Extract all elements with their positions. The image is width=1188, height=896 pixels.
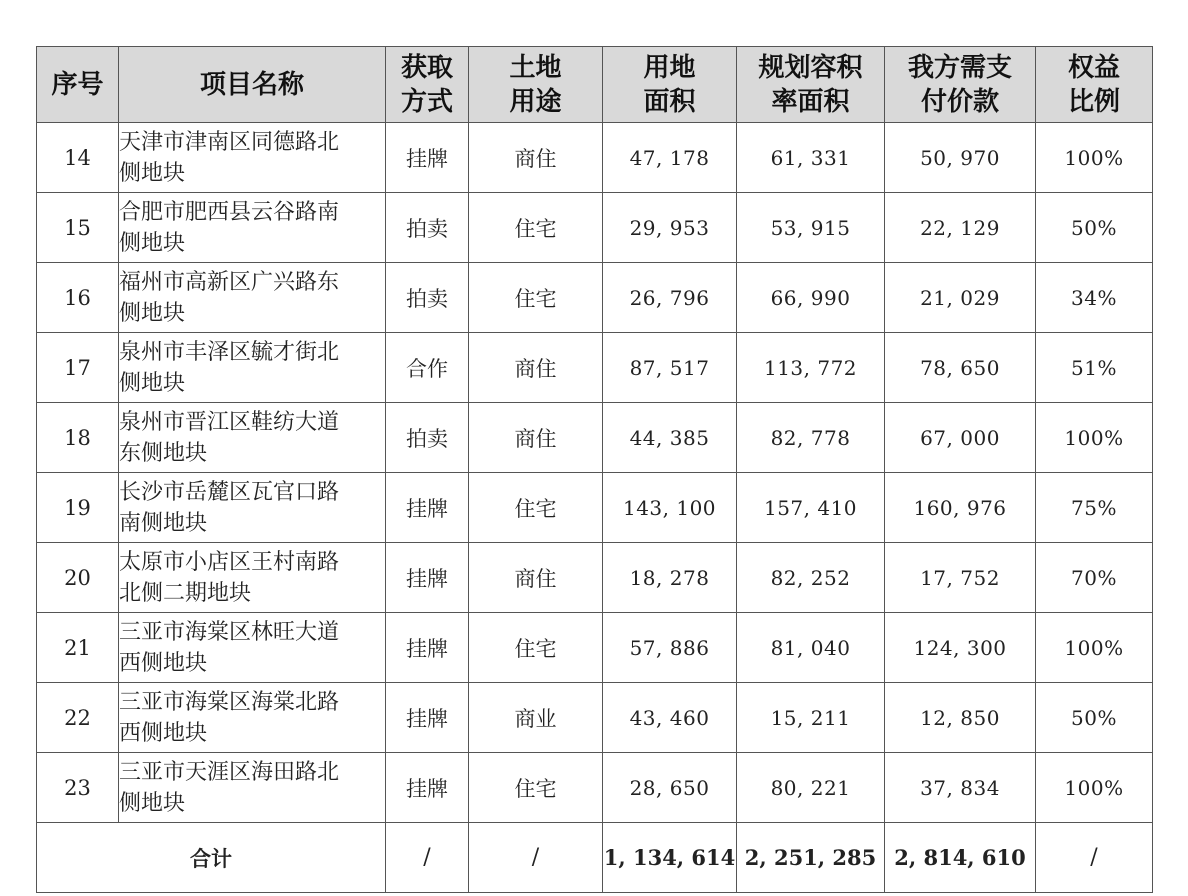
cell-plan-area: 82, 778	[737, 403, 885, 473]
project-name-line: 侧地块	[119, 160, 186, 186]
cell-area: 143, 100	[603, 473, 737, 543]
cell-plan-area: 81, 040	[737, 613, 885, 683]
project-name-line: 三亚市天涯区海田路北	[119, 759, 340, 785]
cell-project-name	[119, 683, 386, 753]
cell-usage: 住宅	[469, 263, 603, 333]
project-name-line: 三亚市海棠区海棠北路	[119, 689, 340, 715]
cell-equity: 100%	[1036, 753, 1153, 823]
cell-project-name	[119, 613, 386, 683]
total-plan-area: 2, 251, 285	[737, 823, 885, 893]
cell-method: 合作	[386, 333, 469, 403]
cell-seq: 15	[37, 193, 119, 263]
cell-method: 挂牌	[386, 683, 469, 753]
header-payment: 我方需支 付价款	[885, 47, 1036, 123]
header-seq: 序号	[37, 47, 119, 123]
header-row	[37, 47, 1153, 123]
cell-plan-area: 80, 221	[737, 753, 885, 823]
total-label: 合计	[37, 823, 386, 893]
cell-seq: 16	[37, 263, 119, 333]
table-row	[37, 473, 1153, 543]
project-name-line: 天津市津南区同德路北	[119, 129, 340, 155]
cell-area: 44, 385	[603, 403, 737, 473]
cell-project-name	[119, 263, 386, 333]
total-row	[37, 823, 1153, 893]
project-name-line: 东侧地块	[119, 440, 208, 466]
cell-usage: 住宅	[469, 193, 603, 263]
project-name-line: 福州市高新区广兴路东	[119, 269, 340, 295]
cell-area: 57, 886	[603, 613, 737, 683]
cell-area: 87, 517	[603, 333, 737, 403]
cell-equity: 100%	[1036, 613, 1153, 683]
cell-project-name	[119, 333, 386, 403]
cell-method: 挂牌	[386, 753, 469, 823]
cell-seq: 20	[37, 543, 119, 613]
cell-method: 挂牌	[386, 123, 469, 193]
cell-method: 拍卖	[386, 263, 469, 333]
cell-seq: 22	[37, 683, 119, 753]
cell-plan-area: 113, 772	[737, 333, 885, 403]
header-method: 获取 方式	[386, 47, 469, 123]
cell-equity: 34%	[1036, 263, 1153, 333]
cell-method: 挂牌	[386, 473, 469, 543]
project-name-line: 侧地块	[119, 300, 186, 326]
cell-project-name	[119, 193, 386, 263]
cell-equity: 100%	[1036, 123, 1153, 193]
total-usage: /	[469, 823, 603, 893]
cell-usage: 商住	[469, 543, 603, 613]
cell-payment: 12, 850	[885, 683, 1036, 753]
cell-plan-area: 82, 252	[737, 543, 885, 613]
project-name-line: 北侧二期地块	[119, 580, 252, 606]
cell-equity: 51%	[1036, 333, 1153, 403]
cell-usage: 住宅	[469, 613, 603, 683]
total-payment: 2, 814, 610	[885, 823, 1036, 893]
project-name-line: 泉州市丰泽区毓才街北	[119, 339, 340, 365]
cell-project-name	[119, 753, 386, 823]
table-row	[37, 683, 1153, 753]
cell-usage: 商住	[469, 123, 603, 193]
cell-equity: 50%	[1036, 683, 1153, 753]
cell-plan-area: 61, 331	[737, 123, 885, 193]
project-name-line: 南侧地块	[119, 510, 208, 536]
cell-payment: 17, 752	[885, 543, 1036, 613]
cell-area: 28, 650	[603, 753, 737, 823]
cell-area: 29, 953	[603, 193, 737, 263]
table-row	[37, 193, 1153, 263]
cell-area: 18, 278	[603, 543, 737, 613]
project-name-line: 泉州市晋江区鞋纺大道	[119, 409, 340, 435]
table-row	[37, 403, 1153, 473]
cell-plan-area: 15, 211	[737, 683, 885, 753]
table-row	[37, 263, 1153, 333]
cell-area: 43, 460	[603, 683, 737, 753]
cell-equity: 75%	[1036, 473, 1153, 543]
project-name-line: 三亚市海棠区林旺大道	[119, 619, 340, 645]
cell-payment: 78, 650	[885, 333, 1036, 403]
cell-project-name	[119, 403, 386, 473]
cell-payment: 22, 129	[885, 193, 1036, 263]
project-name-line: 合肥市肥西县云谷路南	[119, 199, 340, 225]
cell-payment: 67, 000	[885, 403, 1036, 473]
cell-seq: 14	[37, 123, 119, 193]
cell-equity: 50%	[1036, 193, 1153, 263]
project-name-line: 西侧地块	[119, 720, 208, 746]
cell-seq: 18	[37, 403, 119, 473]
cell-seq: 17	[37, 333, 119, 403]
project-name-line: 长沙市岳麓区瓦官口路	[119, 479, 340, 505]
cell-seq: 21	[37, 613, 119, 683]
cell-payment: 21, 029	[885, 263, 1036, 333]
header-usage: 土地 用途	[469, 47, 603, 123]
cell-plan-area: 66, 990	[737, 263, 885, 333]
total-equity: /	[1036, 823, 1153, 893]
cell-method: 挂牌	[386, 613, 469, 683]
total-method: /	[386, 823, 469, 893]
table-row	[37, 753, 1153, 823]
cell-payment: 160, 976	[885, 473, 1036, 543]
header-equity: 权益 比例	[1036, 47, 1153, 123]
project-name-line: 太原市小店区王村南路	[119, 549, 340, 575]
cell-plan-area: 157, 410	[737, 473, 885, 543]
cell-seq: 19	[37, 473, 119, 543]
header-name: 项目名称	[119, 47, 386, 123]
table-row	[37, 333, 1153, 403]
cell-area: 26, 796	[603, 263, 737, 333]
table-row	[37, 123, 1153, 193]
project-name-line: 侧地块	[119, 230, 186, 256]
cell-plan-area: 53, 915	[737, 193, 885, 263]
header-area: 用地 面积	[603, 47, 737, 123]
project-name-line: 西侧地块	[119, 650, 208, 676]
cell-project-name	[119, 473, 386, 543]
total-area: 1, 134, 614	[603, 823, 737, 893]
cell-usage: 住宅	[469, 753, 603, 823]
cell-equity: 70%	[1036, 543, 1153, 613]
cell-usage: 商住	[469, 403, 603, 473]
table-row	[37, 613, 1153, 683]
cell-usage: 商业	[469, 683, 603, 753]
table-row	[37, 543, 1153, 613]
cell-usage: 商住	[469, 333, 603, 403]
project-name-line: 侧地块	[119, 790, 186, 816]
cell-usage: 住宅	[469, 473, 603, 543]
cell-project-name	[119, 543, 386, 613]
land-projects-table	[36, 46, 1153, 893]
cell-project-name	[119, 123, 386, 193]
project-name-line: 侧地块	[119, 370, 186, 396]
cell-method: 拍卖	[386, 193, 469, 263]
cell-method: 挂牌	[386, 543, 469, 613]
header-plan-area: 规划容积 率面积	[737, 47, 885, 123]
cell-area: 47, 178	[603, 123, 737, 193]
cell-payment: 37, 834	[885, 753, 1036, 823]
cell-seq: 23	[37, 753, 119, 823]
cell-payment: 124, 300	[885, 613, 1036, 683]
cell-payment: 50, 970	[885, 123, 1036, 193]
cell-equity: 100%	[1036, 403, 1153, 473]
cell-method: 拍卖	[386, 403, 469, 473]
